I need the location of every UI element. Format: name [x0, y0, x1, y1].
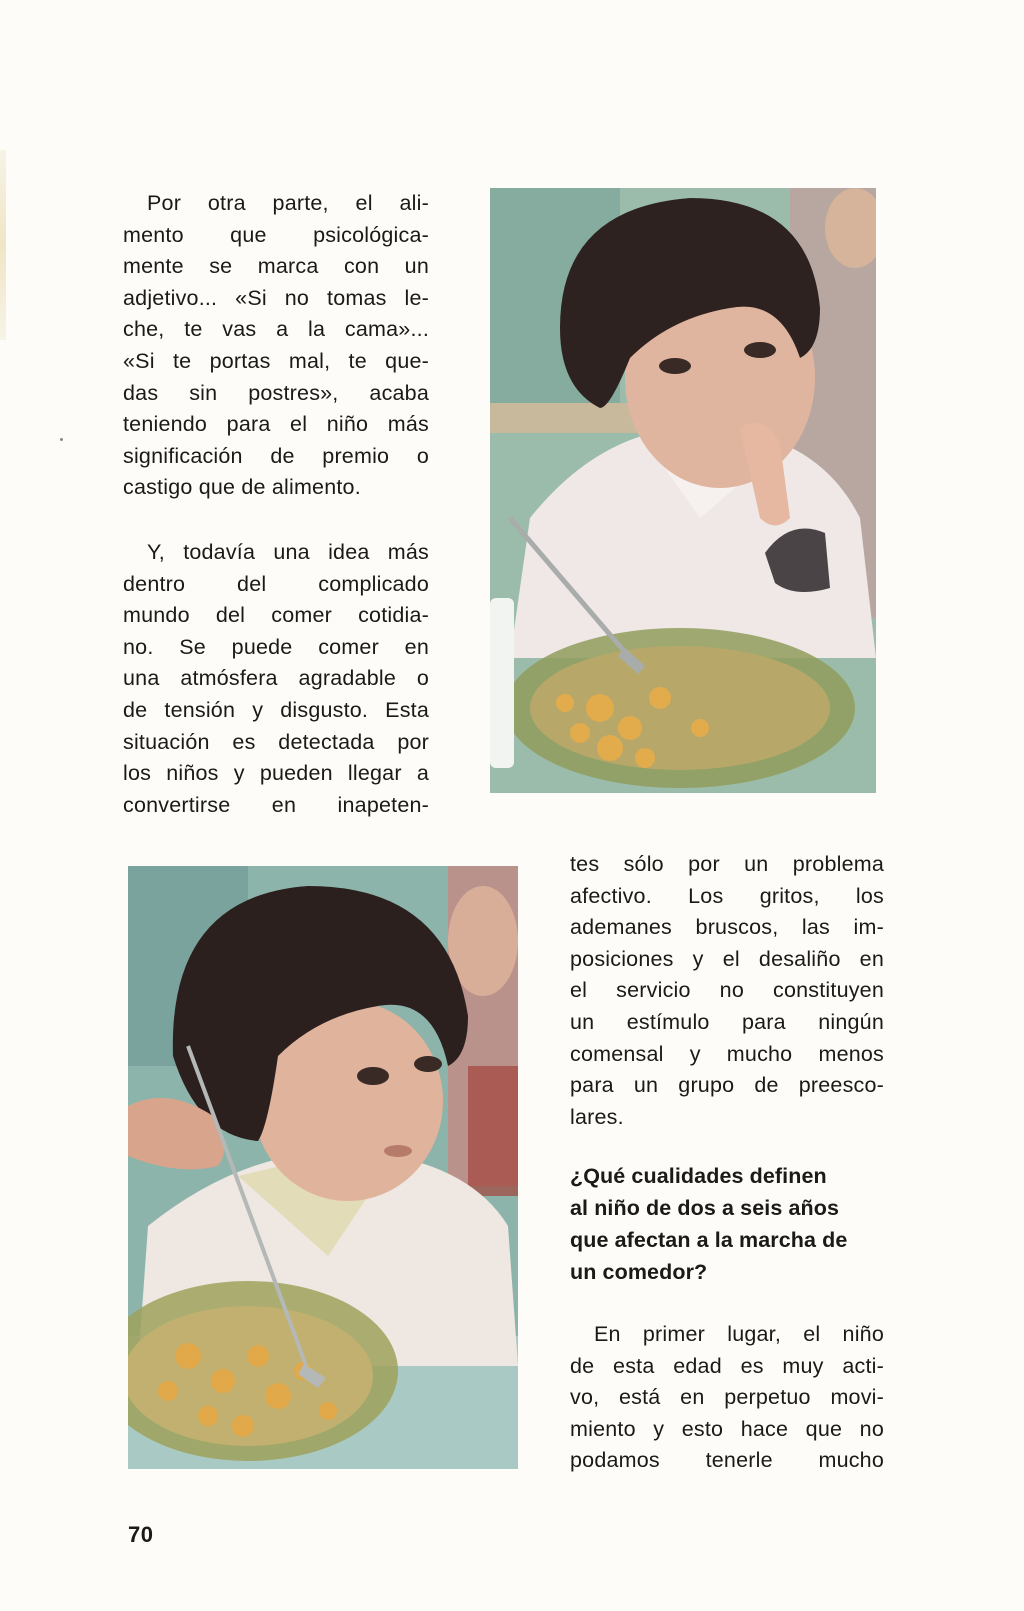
text-line: significación de premio o: [123, 443, 429, 468]
photo-child-eating: [128, 866, 518, 1469]
text-line: mundo del comer cotidia-: [123, 603, 429, 628]
text-line: convertirse en inapeten-: [123, 792, 429, 817]
text-line: posiciones y el desaliño en: [570, 946, 884, 971]
text-line: podamos tenerle mucho: [570, 1448, 884, 1473]
text-line: teniendo para el niño más: [123, 412, 429, 437]
text-line: castigo que de alimento.: [123, 475, 361, 500]
text-line: un estímulo para ningún: [570, 1009, 884, 1034]
text-line: afectivo. Los gritos, los: [570, 883, 884, 908]
photo-child-thinking-illustration: [490, 188, 876, 793]
text-line: miento y esto hace que no: [570, 1416, 884, 1441]
text-line: lares.: [570, 1104, 624, 1129]
text-line: En primer lugar, el niño: [594, 1322, 884, 1346]
text-line: dentro del complicado: [123, 571, 429, 596]
text-line: los niños y pueden llegar a: [123, 761, 429, 786]
text-line: das sin postres», acaba: [123, 380, 429, 405]
right-paragraph-3: [570, 1319, 884, 1477]
text-line: de tensión y disgusto. Esta: [123, 697, 429, 722]
text-line: Por otra parte, el ali-: [147, 191, 429, 215]
photo-child-thinking: [490, 188, 876, 793]
text-line: para un grupo de preesco-: [570, 1073, 884, 1098]
text-line: ademanes bruscos, las im-: [570, 915, 884, 940]
text-line: mente se marca con un: [123, 254, 429, 279]
left-paragraph-2: [123, 537, 429, 821]
text-line: de esta edad es muy acti-: [570, 1353, 884, 1378]
section-heading: [570, 1160, 884, 1288]
text-line: situación es detectada por: [123, 729, 429, 754]
left-paragraph-1: [123, 188, 429, 504]
print-speck: [60, 438, 63, 441]
text-line: che, te vas a la cama»...: [123, 317, 429, 342]
text-line: Y, todavía una idea más: [147, 540, 429, 564]
text-line: el servicio no constituyen: [570, 978, 884, 1003]
text-line: mento que psicológica-: [123, 222, 429, 247]
text-line: no. Se puede comer en: [123, 634, 429, 659]
heading-line: ¿Qué cualidades definen: [570, 1164, 827, 1188]
text-line: tes sólo por un problema: [570, 852, 884, 876]
heading-line: un comedor?: [570, 1260, 708, 1284]
text-line: una atmósfera agradable o: [123, 666, 429, 691]
heading-line: al niño de dos a seis años: [570, 1196, 840, 1220]
text-line: adjetivo... «Si no tomas le-: [123, 285, 429, 310]
right-paragraph-continued: [570, 849, 884, 1133]
text-line: vo, está en perpetuo movi-: [570, 1385, 884, 1410]
photo-child-eating-illustration: [128, 866, 518, 1469]
heading-line: que afectan a la marcha de: [570, 1228, 848, 1252]
text-line: «Si te portas mal, te que-: [123, 348, 429, 373]
page-edge-mark: [0, 150, 6, 340]
page-number: 70: [128, 1522, 154, 1547]
text-line: comensal y mucho menos: [570, 1041, 884, 1066]
